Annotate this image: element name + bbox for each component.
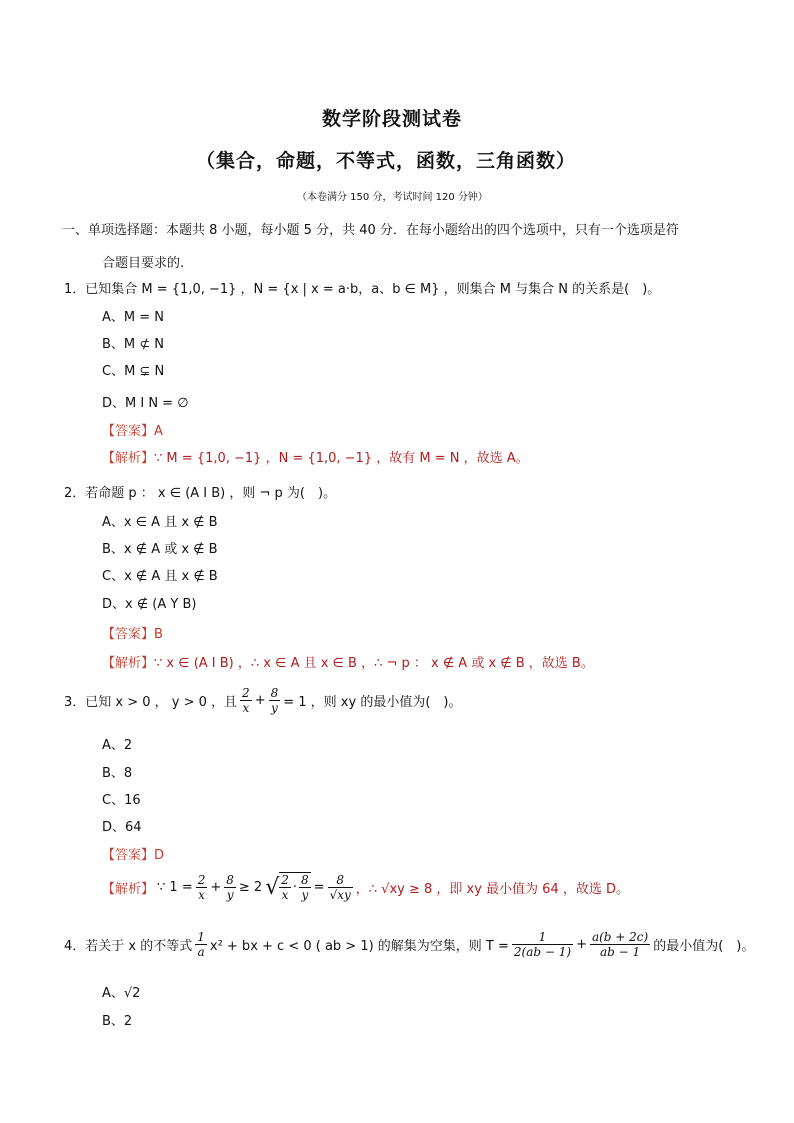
analysis-text: ∵ x ∈ (A I B) ，∴ x ∈ A 且 x ∈ B ，∴ ¬ p ： x ∉ A 或 x ∉ B ，故选 B。 xyxy=(154,656,594,671)
section-heading-line2: 合题目要求的. xyxy=(102,256,185,271)
stem-text-c: 的最小值为( )。 xyxy=(653,939,755,954)
question-3-stem xyxy=(64,686,461,715)
question-2-option-d: D、x ∉ (A Y B) xyxy=(102,597,197,612)
question-1-option-a: A、M = N xyxy=(102,310,164,325)
question-1-option-c: C、M ⊊ N xyxy=(102,364,165,379)
question-2-stem: 2．若命题 p ： x ∈ (A I B) ，则 ¬ p 为( )。 xyxy=(64,486,337,501)
section-heading-line1: 一、单项选择题：本题共 8 小题，每小题 5 分，共 40 分．在每小题给出的四个选项中，只有一个选项是符 xyxy=(62,223,679,238)
question-1-analysis xyxy=(102,447,529,466)
sqrt-product: √ $\frac{2}{x}$ · $\frac{8}{y}$ xyxy=(265,873,309,902)
question-2-option-b: B、x ∉ A 或 x ∉ B xyxy=(102,542,218,557)
answer-value: D xyxy=(154,848,165,863)
answer-tag: 【答案】 xyxy=(102,627,155,642)
exam-note: （本卷满分 150 分，考试时间 120 分钟） xyxy=(297,192,488,203)
fraction-ab2c-over-ab: $\frac{a(b + 2c)}{ab - 1}$ xyxy=(591,930,649,959)
analysis-tag: 【解析】 xyxy=(102,656,155,671)
analysis-tag: 【解析】 xyxy=(102,881,155,897)
question-3-answer xyxy=(102,844,164,863)
analysis-text-b: ，∴ √xy ≥ 8 ，即 xy 最小值为 64 ，故选 D。 xyxy=(355,881,630,897)
question-1-answer xyxy=(102,420,163,439)
question-2-option-a: A、x ∈ A 且 x ∉ B xyxy=(102,515,218,530)
answer-value: B xyxy=(154,627,163,642)
answer-tag: 【答案】 xyxy=(102,424,155,439)
question-3-option-c: C、16 xyxy=(102,793,141,808)
question-4-option-b: B、2 xyxy=(102,1014,133,1029)
question-2-answer xyxy=(102,623,163,642)
fraction-1-over-2ab: $\frac{1}{2(ab - 1)}$ xyxy=(513,930,572,959)
question-2-analysis xyxy=(102,652,594,671)
question-4-stem xyxy=(64,930,754,959)
fraction-8-over-sqrt-xy: $\frac{8}{√xy}$ xyxy=(329,872,351,902)
ge-two: ≥ 2 xyxy=(238,879,263,895)
stem-text-a: 3．已知 x > 0 ， y > 0 ，且 xyxy=(64,695,238,710)
question-3-option-d: D、64 xyxy=(102,820,142,835)
question-3-analysis xyxy=(102,872,629,902)
question-1-option-b: B、M ⊄ N xyxy=(102,337,165,352)
stem-text-b: x² + bx + c < 0 ( ab > 1) 的解集为空集，则 T = xyxy=(209,939,509,954)
question-1-stem: 1．已知集合 M = {1,0, −1} ，N = {x | x = a·b，a、b ∈ M} ，则集合 M 与集合 N 的关系是( )。 xyxy=(64,282,661,297)
answer-value: A xyxy=(154,424,163,439)
plus-sign: + xyxy=(254,693,266,708)
fraction-8-over-y: $\frac{8}{y}$ xyxy=(226,872,234,902)
question-3-option-a: A、2 xyxy=(102,738,133,753)
question-4-option-a: A、√2 xyxy=(102,986,141,1001)
question-1-option-d: D、M I N = ∅ xyxy=(102,396,189,411)
stem-text-b: = 1 ，则 xy 的最小值为( )。 xyxy=(283,695,462,710)
stem-text-a: 4．若关于 x 的不等式 xyxy=(64,939,193,954)
page-title: 数学阶段测试卷 xyxy=(322,108,463,130)
fraction-8-over-y: $\frac{8}{y}$ xyxy=(270,686,279,715)
page-subtitle: （集合，命题，不等式，函数，三角函数） xyxy=(196,150,577,172)
fraction-2-over-x: $\frac{2}{x}$ xyxy=(197,872,206,902)
fraction-1-over-a: $\frac{1}{a}$ xyxy=(197,930,205,959)
analysis-text: ∵ M = {1,0, −1} ，N = {1,0, −1} ，故有 M = N ，故选 A。 xyxy=(154,451,529,466)
plus-sign: + xyxy=(576,937,587,952)
analysis-tag: 【解析】 xyxy=(102,451,155,466)
question-3-option-b: B、8 xyxy=(102,766,133,781)
equals-sign: = xyxy=(313,879,325,895)
question-2-option-c: C、x ∉ A 且 x ∉ B xyxy=(102,569,218,584)
fraction-2-over-x: $\frac{2}{x}$ xyxy=(242,686,250,715)
answer-tag: 【答案】 xyxy=(102,848,155,863)
analysis-text-a: ∵ 1 = xyxy=(157,879,193,895)
plus-sign: + xyxy=(210,879,222,895)
